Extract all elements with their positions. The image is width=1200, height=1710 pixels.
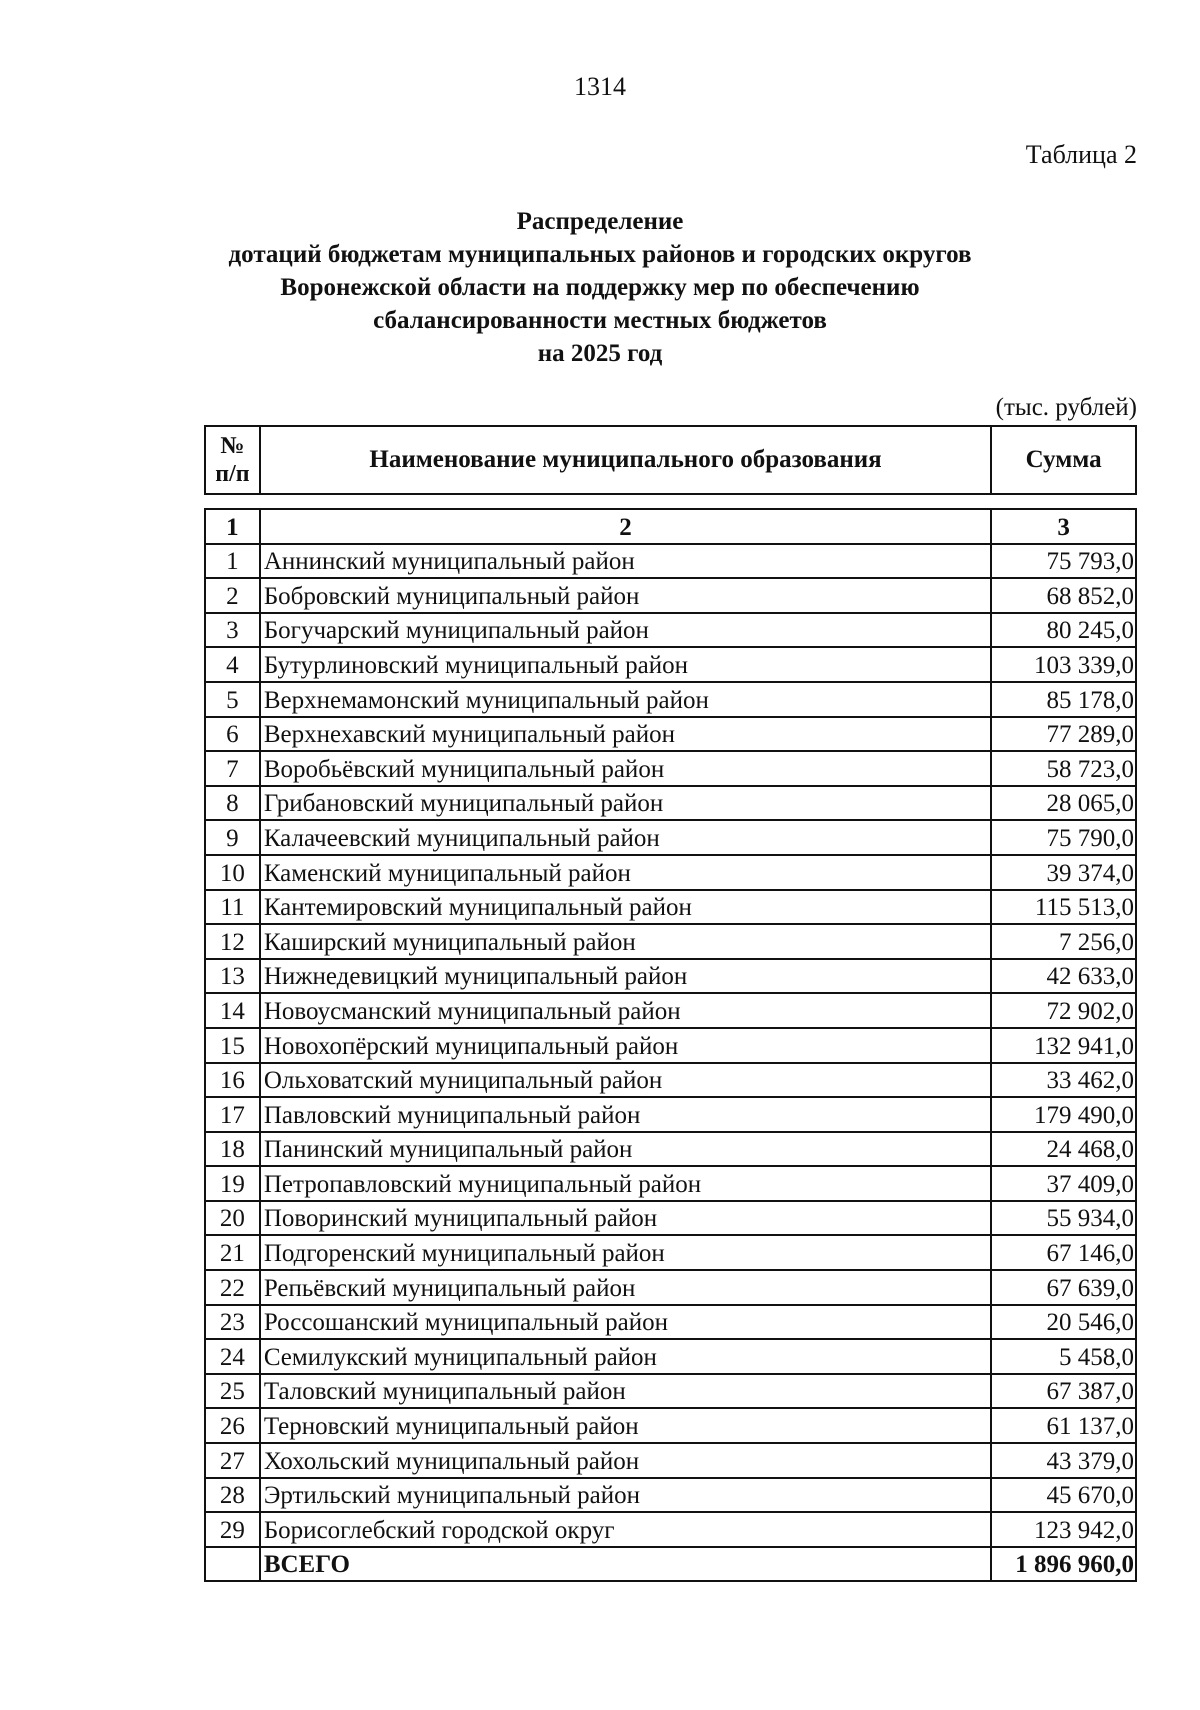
row-sum-cell: 33 462,0 <box>991 1063 1136 1098</box>
table-row <box>205 1028 1136 1063</box>
column-number-cell: 2 <box>260 509 991 544</box>
row-sum-cell: 115 513,0 <box>991 890 1136 925</box>
table-row <box>205 890 1136 925</box>
row-name-cell: Борисоглебский городской округ <box>260 1512 991 1547</box>
column-number-cell: 1 <box>205 509 260 544</box>
table-row <box>205 1063 1136 1098</box>
row-sum-cell: 132 941,0 <box>991 1028 1136 1063</box>
row-number-cell: 12 <box>205 924 260 959</box>
row-name-cell: Таловский муниципальный район <box>260 1374 991 1409</box>
row-name-cell: Подгоренский муниципальный район <box>260 1235 991 1270</box>
total-row <box>205 1547 1136 1582</box>
row-number-cell: 19 <box>205 1166 260 1201</box>
title-line: сбалансированности местных бюджетов <box>373 307 827 334</box>
row-name-cell: Воробьёвский муниципальный район <box>260 751 991 786</box>
row-sum-cell: 58 723,0 <box>991 751 1136 786</box>
row-sum-cell: 37 409,0 <box>991 1166 1136 1201</box>
table-row <box>205 1339 1136 1374</box>
row-sum-cell: 75 790,0 <box>991 820 1136 855</box>
row-name-cell: Бутурлиновский муниципальный район <box>260 647 991 682</box>
row-number-cell: 1 <box>205 544 260 579</box>
row-sum-cell: 39 374,0 <box>991 855 1136 890</box>
row-name-cell: Павловский муниципальный район <box>260 1097 991 1132</box>
row-name-cell: Калачеевский муниципальный район <box>260 820 991 855</box>
row-name-cell: Новоусманский муниципальный район <box>260 993 991 1028</box>
row-number-cell: 9 <box>205 820 260 855</box>
table-row <box>205 1132 1136 1167</box>
row-name-cell: Терновский муниципальный район <box>260 1408 991 1443</box>
row-sum-cell: 28 065,0 <box>991 786 1136 821</box>
table-row <box>205 786 1136 821</box>
row-name-cell: Поворинский муниципальный район <box>260 1201 991 1236</box>
table-header <box>204 425 1137 495</box>
column-number-cell: 3 <box>991 509 1136 544</box>
row-sum-cell: 67 387,0 <box>991 1374 1136 1409</box>
row-name-cell: Верхнехавский муниципальный район <box>260 717 991 752</box>
table-row <box>205 1201 1136 1236</box>
row-name-cell: Грибановский муниципальный район <box>260 786 991 821</box>
title-line: дотаций бюджетам муниципальных районов и городских округов <box>228 241 972 268</box>
row-number-cell: 4 <box>205 647 260 682</box>
table-row <box>205 647 1136 682</box>
row-name-cell: Аннинский муниципальный район <box>260 544 991 579</box>
table-row <box>205 959 1136 994</box>
row-sum-cell: 85 178,0 <box>991 682 1136 717</box>
column-number-row <box>205 509 1136 544</box>
row-number-cell: 27 <box>205 1443 260 1478</box>
row-sum-cell: 77 289,0 <box>991 717 1136 752</box>
row-number-cell: 29 <box>205 1512 260 1547</box>
row-number-cell: 13 <box>205 959 260 994</box>
header-name-cell: Наименование муниципального образования <box>260 426 991 494</box>
row-sum-cell: 45 670,0 <box>991 1478 1136 1513</box>
row-name-cell: Нижнедевицкий муниципальный район <box>260 959 991 994</box>
row-sum-cell: 20 546,0 <box>991 1305 1136 1340</box>
row-name-cell: Кантемировский муниципальный район <box>260 890 991 925</box>
table-body <box>205 509 1136 1581</box>
table-row <box>205 1097 1136 1132</box>
row-sum-cell: 179 490,0 <box>991 1097 1136 1132</box>
row-sum-cell: 7 256,0 <box>991 924 1136 959</box>
row-name-cell: Бобровский муниципальный район <box>260 578 991 613</box>
row-sum-cell: 42 633,0 <box>991 959 1136 994</box>
table-row <box>205 1408 1136 1443</box>
table-row <box>205 820 1136 855</box>
row-name-cell: Каменский муниципальный район <box>260 855 991 890</box>
row-number-cell: 6 <box>205 717 260 752</box>
row-name-cell: Ольховатский муниципальный район <box>260 1063 991 1098</box>
row-number-cell: 26 <box>205 1408 260 1443</box>
row-number-cell: 28 <box>205 1478 260 1513</box>
table-row <box>205 855 1136 890</box>
table-row <box>205 1305 1136 1340</box>
row-number-cell: 11 <box>205 890 260 925</box>
row-sum-cell: 123 942,0 <box>991 1512 1136 1547</box>
table-row <box>205 993 1136 1028</box>
row-name-cell: Хохольский муниципальный район <box>260 1443 991 1478</box>
table-row <box>205 924 1136 959</box>
row-sum-cell: 72 902,0 <box>991 993 1136 1028</box>
row-sum-cell: 61 137,0 <box>991 1408 1136 1443</box>
table-row <box>205 1270 1136 1305</box>
row-sum-cell: 68 852,0 <box>991 578 1136 613</box>
units-label: (тыс. рублей) <box>995 394 1137 421</box>
row-sum-cell: 80 245,0 <box>991 613 1136 648</box>
row-name-cell: Новохопёрский муниципальный район <box>260 1028 991 1063</box>
row-sum-cell: 67 639,0 <box>991 1270 1136 1305</box>
row-sum-cell: 67 146,0 <box>991 1235 1136 1270</box>
row-number-cell: 3 <box>205 613 260 648</box>
row-number-cell: 5 <box>205 682 260 717</box>
row-number-cell: 2 <box>205 578 260 613</box>
header-number-line2: п/п <box>215 461 250 487</box>
header-sum-cell: Сумма <box>991 426 1136 494</box>
row-number-cell: 10 <box>205 855 260 890</box>
table-label: Таблица 2 <box>1025 140 1137 169</box>
row-number-cell: 14 <box>205 993 260 1028</box>
page-number: 1314 <box>574 72 626 101</box>
row-number-cell: 24 <box>205 1339 260 1374</box>
table-row <box>205 578 1136 613</box>
row-sum-cell: 5 458,0 <box>991 1339 1136 1374</box>
header-row <box>205 426 1136 494</box>
row-number-cell: 22 <box>205 1270 260 1305</box>
row-name-cell: Панинский муниципальный район <box>260 1132 991 1167</box>
title-line: Воронежской области на поддержку мер по обеспечению <box>280 274 920 301</box>
header-number-cell <box>205 426 260 494</box>
row-name-cell: Каширский муниципальный район <box>260 924 991 959</box>
row-number-cell: 25 <box>205 1374 260 1409</box>
table-row <box>205 613 1136 648</box>
title-line: Распределение <box>516 208 684 235</box>
row-sum-cell: 43 379,0 <box>991 1443 1136 1478</box>
table-row <box>205 1235 1136 1270</box>
table-row <box>205 1443 1136 1478</box>
row-sum-cell: 75 793,0 <box>991 544 1136 579</box>
allocation-table <box>204 508 1137 1582</box>
table-row <box>205 1374 1136 1409</box>
row-number-cell: 17 <box>205 1097 260 1132</box>
row-number-cell: 7 <box>205 751 260 786</box>
table-row <box>205 1166 1136 1201</box>
total-label-cell: ВСЕГО <box>260 1547 991 1582</box>
row-number-cell: 8 <box>205 786 260 821</box>
row-sum-cell: 55 934,0 <box>991 1201 1136 1236</box>
row-number-cell: 21 <box>205 1235 260 1270</box>
row-name-cell: Россошанский муниципальный район <box>260 1305 991 1340</box>
table-row <box>205 1478 1136 1513</box>
header-number-line1: № <box>220 433 245 459</box>
table-row <box>205 544 1136 579</box>
document-title <box>0 205 1200 370</box>
row-number-cell: 23 <box>205 1305 260 1340</box>
row-sum-cell: 24 468,0 <box>991 1132 1136 1167</box>
total-sum-cell: 1 896 960,0 <box>991 1547 1136 1582</box>
row-number-cell: 18 <box>205 1132 260 1167</box>
row-number-cell: 16 <box>205 1063 260 1098</box>
row-number-cell: 20 <box>205 1201 260 1236</box>
table-row <box>205 1512 1136 1547</box>
row-name-cell: Эртильский муниципальный район <box>260 1478 991 1513</box>
title-line: на 2025 год <box>537 340 663 367</box>
table-row <box>205 751 1136 786</box>
row-name-cell: Верхнемамонский муниципальный район <box>260 682 991 717</box>
row-name-cell: Петропавловский муниципальный район <box>260 1166 991 1201</box>
row-name-cell: Репьёвский муниципальный район <box>260 1270 991 1305</box>
table-row <box>205 682 1136 717</box>
row-name-cell: Семилукский муниципальный район <box>260 1339 991 1374</box>
row-sum-cell: 103 339,0 <box>991 647 1136 682</box>
row-number-cell: 15 <box>205 1028 260 1063</box>
total-number-cell <box>205 1547 260 1582</box>
row-name-cell: Богучарский муниципальный район <box>260 613 991 648</box>
table-row <box>205 717 1136 752</box>
